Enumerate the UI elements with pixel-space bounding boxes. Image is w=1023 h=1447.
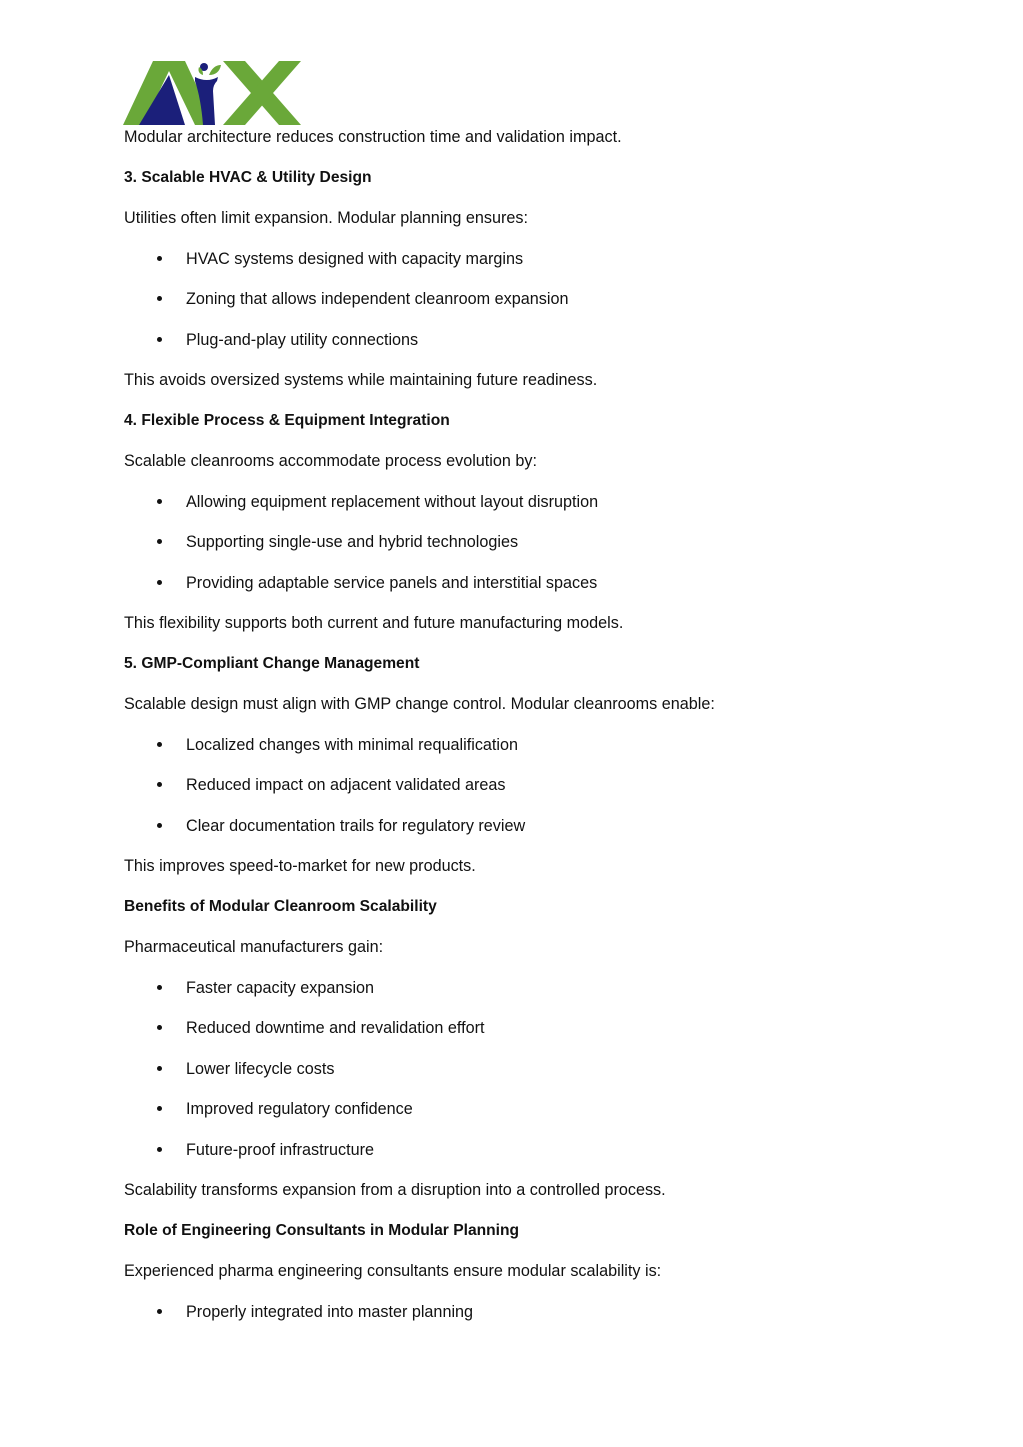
bullet-icon bbox=[157, 1106, 162, 1111]
list-item bbox=[124, 977, 904, 1018]
list-item bbox=[124, 572, 904, 613]
paragraph: This improves speed-to-market for new products. bbox=[124, 857, 476, 875]
paragraph: This avoids oversized systems while maintaining future readiness. bbox=[124, 371, 598, 389]
list-item bbox=[124, 288, 904, 329]
bullet-icon bbox=[157, 580, 162, 585]
section-heading: Role of Engineering Consultants in Modular Planning bbox=[124, 1221, 520, 1239]
paragraph: Scalability transforms expansion from a disruption into a controlled process. bbox=[124, 1181, 666, 1199]
list-item-text: Future-proof infrastructure bbox=[186, 1140, 375, 1159]
list-item-text: Plug-and-play utility connections bbox=[186, 330, 419, 349]
paragraph: Scalable cleanrooms accommodate process evolution by: bbox=[124, 452, 537, 470]
section-heading: 5. GMP-Compliant Change Management bbox=[124, 654, 420, 672]
list-item-text: Properly integrated into master planning bbox=[186, 1302, 474, 1321]
aix-logo bbox=[123, 59, 303, 127]
list-item-text: Reduced downtime and revalidation effort bbox=[186, 1019, 485, 1037]
list-item-text: Supporting single-use and hybrid technologies bbox=[186, 533, 519, 551]
list-item-text: Clear documentation trails for regulatory review bbox=[186, 816, 526, 835]
bullet-icon bbox=[157, 1025, 162, 1030]
list-item bbox=[124, 531, 904, 572]
list-item-text: Zoning that allows independent cleanroom expansion bbox=[186, 290, 569, 308]
bullet-icon bbox=[157, 296, 162, 301]
paragraph: This flexibility supports both current and future manufacturing models. bbox=[124, 614, 624, 632]
section-heading: Benefits of Modular Cleanroom Scalability bbox=[124, 897, 437, 915]
list-item bbox=[124, 248, 904, 289]
paragraph: Scalable design must align with GMP change control. Modular cleanrooms enable: bbox=[124, 695, 715, 713]
logo-leaf-right bbox=[209, 65, 221, 75]
bullet-icon bbox=[157, 742, 162, 747]
list-item-text: HVAC systems designed with capacity margins bbox=[186, 249, 524, 268]
list-item bbox=[124, 734, 904, 775]
list-item bbox=[124, 815, 904, 856]
section-heading: 3. Scalable HVAC & Utility Design bbox=[124, 168, 372, 186]
bullet-icon bbox=[157, 539, 162, 544]
bullet-icon bbox=[157, 499, 162, 504]
bullet-icon bbox=[157, 823, 162, 828]
bullet-icon bbox=[157, 1066, 162, 1071]
list-item-text: Allowing equipment replacement without layout disruption bbox=[186, 492, 599, 511]
section-heading: 4. Flexible Process & Equipment Integration bbox=[124, 411, 450, 429]
bullet-icon bbox=[157, 1147, 162, 1152]
list-item bbox=[124, 1098, 904, 1139]
list-item bbox=[124, 491, 904, 532]
paragraph: Utilities often limit expansion. Modular planning ensures: bbox=[124, 209, 528, 227]
list-item bbox=[124, 774, 904, 815]
list-item-text: Improved regulatory confidence bbox=[186, 1100, 413, 1118]
bullet-icon bbox=[157, 985, 162, 990]
paragraph: Modular architecture reduces construction time and validation impact. bbox=[124, 128, 622, 146]
document-body bbox=[124, 126, 904, 1341]
list-item-text: Localized changes with minimal requalification bbox=[186, 735, 519, 754]
bullet-icon bbox=[157, 1309, 162, 1314]
bullet-icon bbox=[157, 782, 162, 787]
list-item-text: Reduced impact on adjacent validated areas bbox=[186, 776, 506, 794]
list-item bbox=[124, 1301, 904, 1342]
list-item-text: Faster capacity expansion bbox=[186, 978, 375, 997]
paragraph: Experienced pharma engineering consultants ensure modular scalability is: bbox=[124, 1262, 662, 1280]
bullet-icon bbox=[157, 256, 162, 261]
list-item bbox=[124, 329, 904, 370]
bullet-icon bbox=[157, 337, 162, 342]
list-item-text: Providing adaptable service panels and interstitial spaces bbox=[186, 573, 598, 592]
paragraph: Pharmaceutical manufacturers gain: bbox=[124, 938, 384, 956]
list-item bbox=[124, 1017, 904, 1058]
list-item bbox=[124, 1139, 904, 1180]
list-item-text: Lower lifecycle costs bbox=[186, 1059, 335, 1078]
list-item bbox=[124, 1058, 904, 1099]
